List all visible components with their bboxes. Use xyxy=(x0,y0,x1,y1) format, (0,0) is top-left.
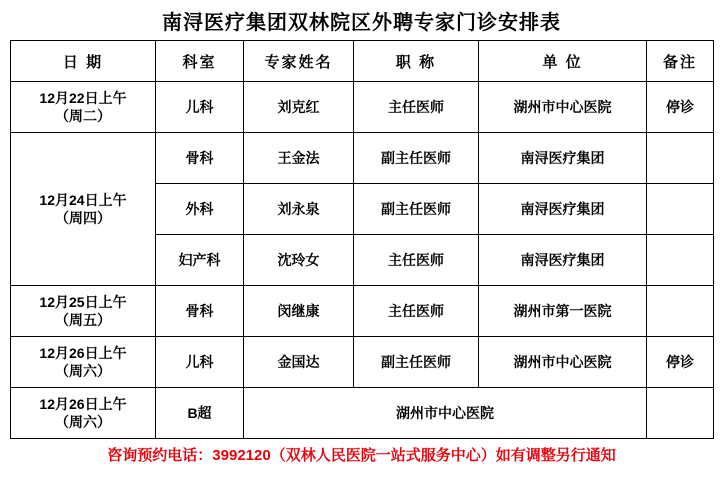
remark-cell: 停诊 xyxy=(647,337,714,388)
column-header-remark: 备注 xyxy=(647,41,714,82)
professional-title-cell: 主任医师 xyxy=(354,235,479,286)
unit-cell: 湖州市中心医院 xyxy=(479,337,647,388)
table-row xyxy=(11,82,714,133)
department-cell: 儿科 xyxy=(156,337,244,388)
unit-cell: 湖州市第一医院 xyxy=(479,286,647,337)
footer-note: 咨询预约电话：3992120（双林人民医院一站式服务中心）如有调整另行通知 xyxy=(107,447,616,464)
unit-cell: 南浔医疗集团 xyxy=(479,235,647,286)
remark-cell xyxy=(647,235,714,286)
page-title: 南浔医疗集团双林院区外聘专家门诊安排表 xyxy=(162,12,561,34)
date-line-1: 12月25日上午 xyxy=(39,294,127,310)
merged-unit-cell: 湖州市中心医院 xyxy=(244,388,647,439)
professional-title-cell: 主任医师 xyxy=(354,82,479,133)
date-line-2: （周六） xyxy=(55,414,111,430)
date-line-2: （周二） xyxy=(55,108,111,124)
schedule-table xyxy=(10,40,714,439)
table-header-row xyxy=(11,41,714,82)
column-header-professional-title: 职 称 xyxy=(354,41,479,82)
expert-name-cell: 刘克红 xyxy=(244,82,354,133)
date-cell xyxy=(11,133,156,286)
department-cell: 外科 xyxy=(156,184,244,235)
department-cell: 妇产科 xyxy=(156,235,244,286)
department-cell: B超 xyxy=(156,388,244,439)
unit-cell: 南浔医疗集团 xyxy=(479,184,647,235)
date-cell xyxy=(11,286,156,337)
table-row xyxy=(11,133,714,184)
professional-title-cell: 主任医师 xyxy=(354,286,479,337)
department-cell: 儿科 xyxy=(156,82,244,133)
unit-cell: 南浔医疗集团 xyxy=(479,133,647,184)
expert-name-cell: 金国达 xyxy=(244,337,354,388)
remark-cell xyxy=(647,184,714,235)
unit-cell: 湖州市中心医院 xyxy=(479,82,647,133)
expert-name-cell: 刘永泉 xyxy=(244,184,354,235)
remark-cell xyxy=(647,388,714,439)
column-header-department: 科室 xyxy=(156,41,244,82)
date-line-1: 12月26日上午 xyxy=(39,345,127,361)
date-line-1: 12月22日上午 xyxy=(39,90,127,106)
remark-cell: 停诊 xyxy=(647,82,714,133)
column-header-unit: 单 位 xyxy=(479,41,647,82)
remark-cell xyxy=(647,133,714,184)
date-line-2: （周四） xyxy=(55,210,111,226)
date-line-1: 12月26日上午 xyxy=(39,396,127,412)
table-row xyxy=(11,337,714,388)
date-cell xyxy=(11,388,156,439)
remark-cell xyxy=(647,286,714,337)
date-cell xyxy=(11,82,156,133)
table-row xyxy=(11,286,714,337)
department-cell: 骨科 xyxy=(156,133,244,184)
date-cell xyxy=(11,337,156,388)
column-header-date: 日 期 xyxy=(11,41,156,82)
expert-name-cell: 闵继康 xyxy=(244,286,354,337)
department-cell: 骨科 xyxy=(156,286,244,337)
professional-title-cell: 副主任医师 xyxy=(354,133,479,184)
column-header-expert-name: 专家姓名 xyxy=(244,41,354,82)
table-row xyxy=(11,388,714,439)
professional-title-cell: 副主任医师 xyxy=(354,337,479,388)
expert-name-cell: 王金法 xyxy=(244,133,354,184)
date-line-1: 12月24日上午 xyxy=(39,192,127,208)
professional-title-cell: 副主任医师 xyxy=(354,184,479,235)
date-line-2: （周六） xyxy=(55,363,111,379)
expert-name-cell: 沈玲女 xyxy=(244,235,354,286)
date-line-2: （周五） xyxy=(55,312,111,328)
